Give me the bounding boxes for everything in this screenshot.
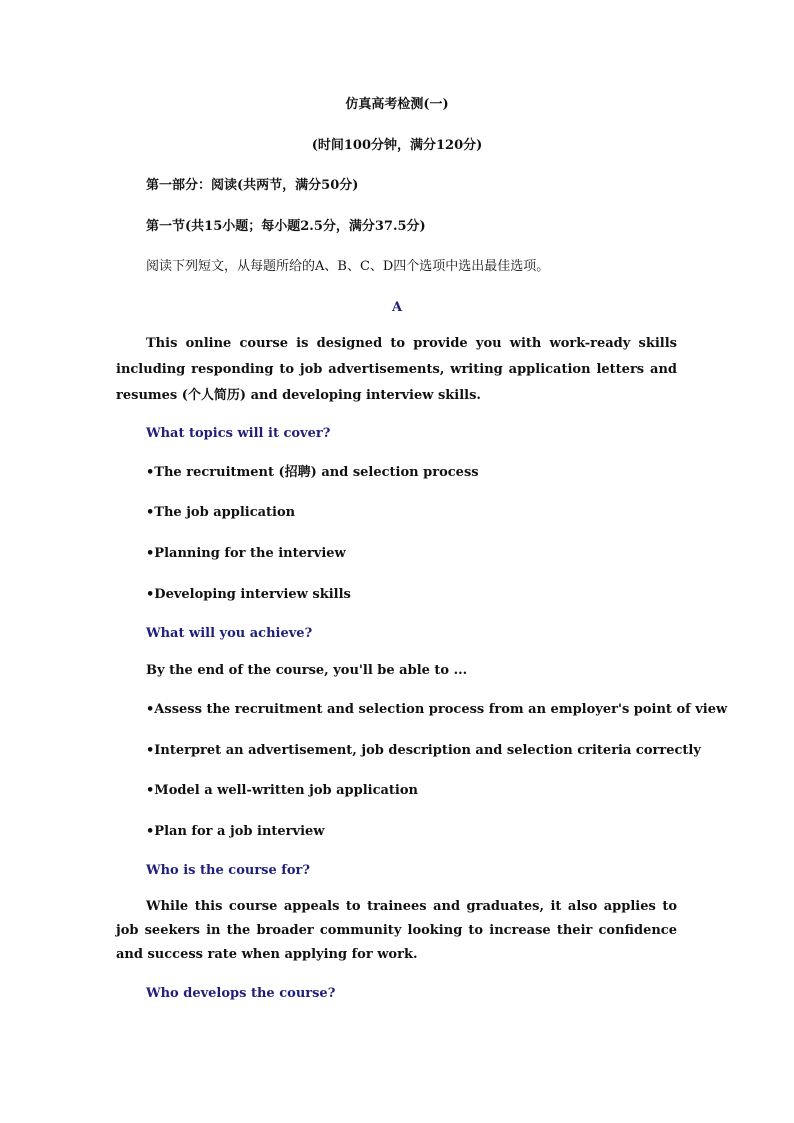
intro-paragraph: This online course is designed to provide you with work-ready skills including responding to job advertisements, writing application letters and resumes (个人简历) and developing interview skills.	[116, 336, 677, 403]
develops-heading: Who develops the course?	[146, 986, 336, 1001]
course-for-paragraph: While this course appeals to trainees and graduates, it also applies to job seekers in the broader community looking to increase their confidence and success rate when applying for work.	[116, 899, 677, 962]
achievement-item: •Interpret an advertisement, job description and selection criteria correctly	[146, 743, 701, 758]
topic-item: •Developing interview skills	[146, 587, 351, 602]
instructions-text: 阅读下列短文，从每题所给的A、B、C、D四个选项中选出最佳选项。	[146, 259, 550, 274]
part-heading: 第一部分：阅读(共两节，满分50分)	[146, 178, 359, 193]
page-title: 仿真高考检测(一)	[345, 97, 449, 112]
achieve-heading: What will you achieve?	[146, 626, 313, 641]
topic-item: •The job application	[146, 505, 296, 520]
achievement-item: •Assess the recruitment and selection process from an employer's point of view	[146, 702, 728, 717]
section-heading: 第一节(共15小题；每小题2.5分，满分37.5分)	[146, 219, 426, 234]
course-for-heading: Who is the course for?	[146, 863, 311, 878]
achievement-item: •Model a well-written job application	[146, 783, 418, 798]
topic-item: •The recruitment (招聘) and selection process	[146, 465, 479, 480]
passage-label: A	[391, 300, 403, 315]
topics-heading: What topics will it cover?	[146, 426, 331, 441]
achieve-intro: By the end of the course, you'll be able to ...	[146, 663, 468, 678]
achievement-item: •Plan for a job interview	[146, 824, 325, 839]
topic-item: •Planning for the interview	[146, 546, 346, 561]
exam-subtitle: (时间100分钟，满分120分)	[311, 138, 483, 153]
